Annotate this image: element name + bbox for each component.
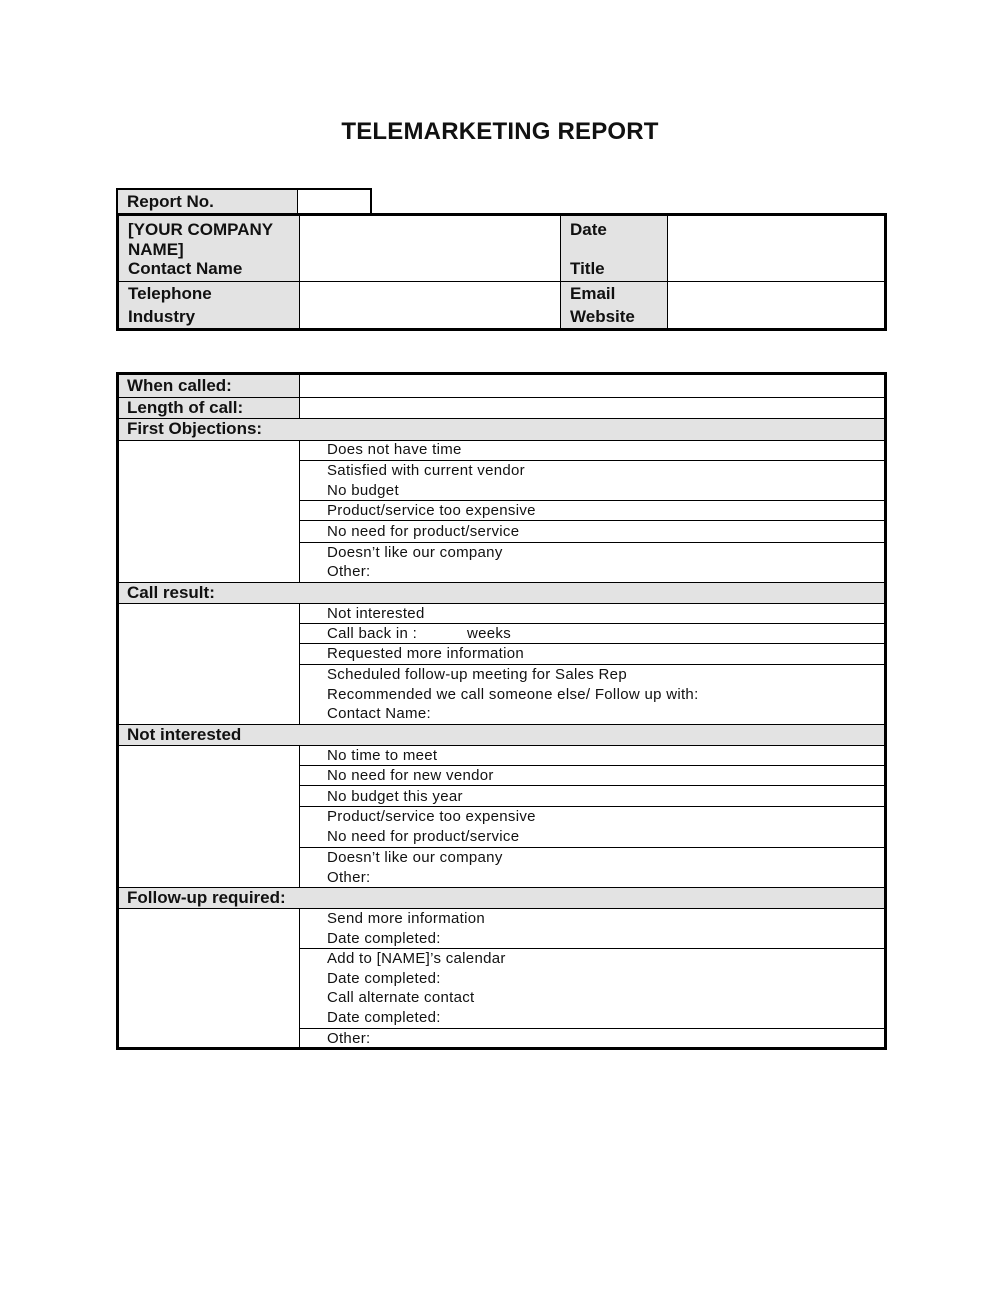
title-label: Title bbox=[570, 259, 605, 278]
objection-option: Does not have time bbox=[327, 441, 462, 458]
email-label: Email bbox=[570, 284, 616, 303]
follow-up-option: Date completed: bbox=[327, 1009, 441, 1026]
first-objections-header: First Objections: bbox=[119, 419, 884, 440]
follow-up-option: Add to [NAME]’s calendar bbox=[327, 950, 506, 967]
call-result-option: Recommended we call someone else/ Follow up with: bbox=[327, 686, 699, 703]
objection-option: No budget bbox=[327, 482, 399, 499]
call-result-option: Call back in : bbox=[327, 625, 418, 642]
call-result-option: Scheduled follow-up meeting for Sales Rep bbox=[327, 666, 627, 683]
telephone-industry-field[interactable] bbox=[300, 282, 560, 328]
date-label: Date bbox=[570, 220, 607, 239]
contact-name-label: Contact Name bbox=[128, 259, 243, 278]
objection-option: Other: bbox=[327, 563, 371, 580]
industry-label: Industry bbox=[128, 307, 196, 326]
objection-option: Satisfied with current vendor bbox=[327, 462, 525, 479]
not-interested-option: Other: bbox=[327, 869, 371, 886]
not-interested-option: Product/service too expensive bbox=[327, 808, 536, 825]
objection-option: Doesn’t like our company bbox=[327, 544, 503, 561]
call-result-header: Call result: bbox=[119, 583, 884, 603]
follow-up-option: Date completed: bbox=[327, 970, 441, 987]
not-interested-option: Doesn’t like our company bbox=[327, 849, 503, 866]
follow-up-option: Date completed: bbox=[327, 930, 441, 947]
call-details-table bbox=[116, 372, 887, 1050]
not-interested-header: Not interested bbox=[119, 725, 884, 745]
email-website-field[interactable] bbox=[668, 282, 884, 328]
call-back-weeks-label: weeks bbox=[467, 625, 512, 642]
when-called-label: When called: bbox=[119, 375, 299, 397]
objection-option: Product/service too expensive bbox=[327, 502, 536, 519]
when-called-field[interactable] bbox=[300, 375, 884, 397]
company-name-line1: [YOUR COMPANY bbox=[128, 220, 274, 239]
call-result-option: Contact Name: bbox=[327, 705, 431, 722]
company-contact-field[interactable] bbox=[300, 216, 560, 281]
page-title: TELEMARKETING REPORT bbox=[341, 118, 659, 145]
call-result-option: Requested more information bbox=[327, 645, 525, 662]
report-number-field[interactable] bbox=[297, 188, 372, 215]
not-interested-option: No need for product/service bbox=[327, 828, 520, 845]
length-of-call-label: Length of call: bbox=[119, 398, 299, 418]
not-interested-option: No budget this year bbox=[327, 788, 463, 805]
call-result-option: Not interested bbox=[327, 605, 425, 622]
company-name-label bbox=[128, 220, 273, 260]
company-name-line2: NAME] bbox=[128, 240, 184, 259]
website-label: Website bbox=[570, 307, 635, 326]
date-title-field[interactable] bbox=[668, 216, 884, 281]
telephone-label: Telephone bbox=[128, 284, 212, 303]
report-number-label: Report No. bbox=[116, 188, 298, 215]
follow-up-option: Other: bbox=[327, 1030, 371, 1047]
not-interested-option: No need for new vendor bbox=[327, 767, 494, 784]
follow-up-option: Send more information bbox=[327, 910, 486, 927]
follow-up-header: Follow-up required: bbox=[119, 888, 884, 908]
not-interested-option: No time to meet bbox=[327, 747, 438, 764]
length-of-call-field[interactable] bbox=[300, 398, 884, 418]
objection-option: No need for product/service bbox=[327, 523, 520, 540]
contact-info-table bbox=[116, 213, 887, 331]
follow-up-option: Call alternate contact bbox=[327, 989, 475, 1006]
